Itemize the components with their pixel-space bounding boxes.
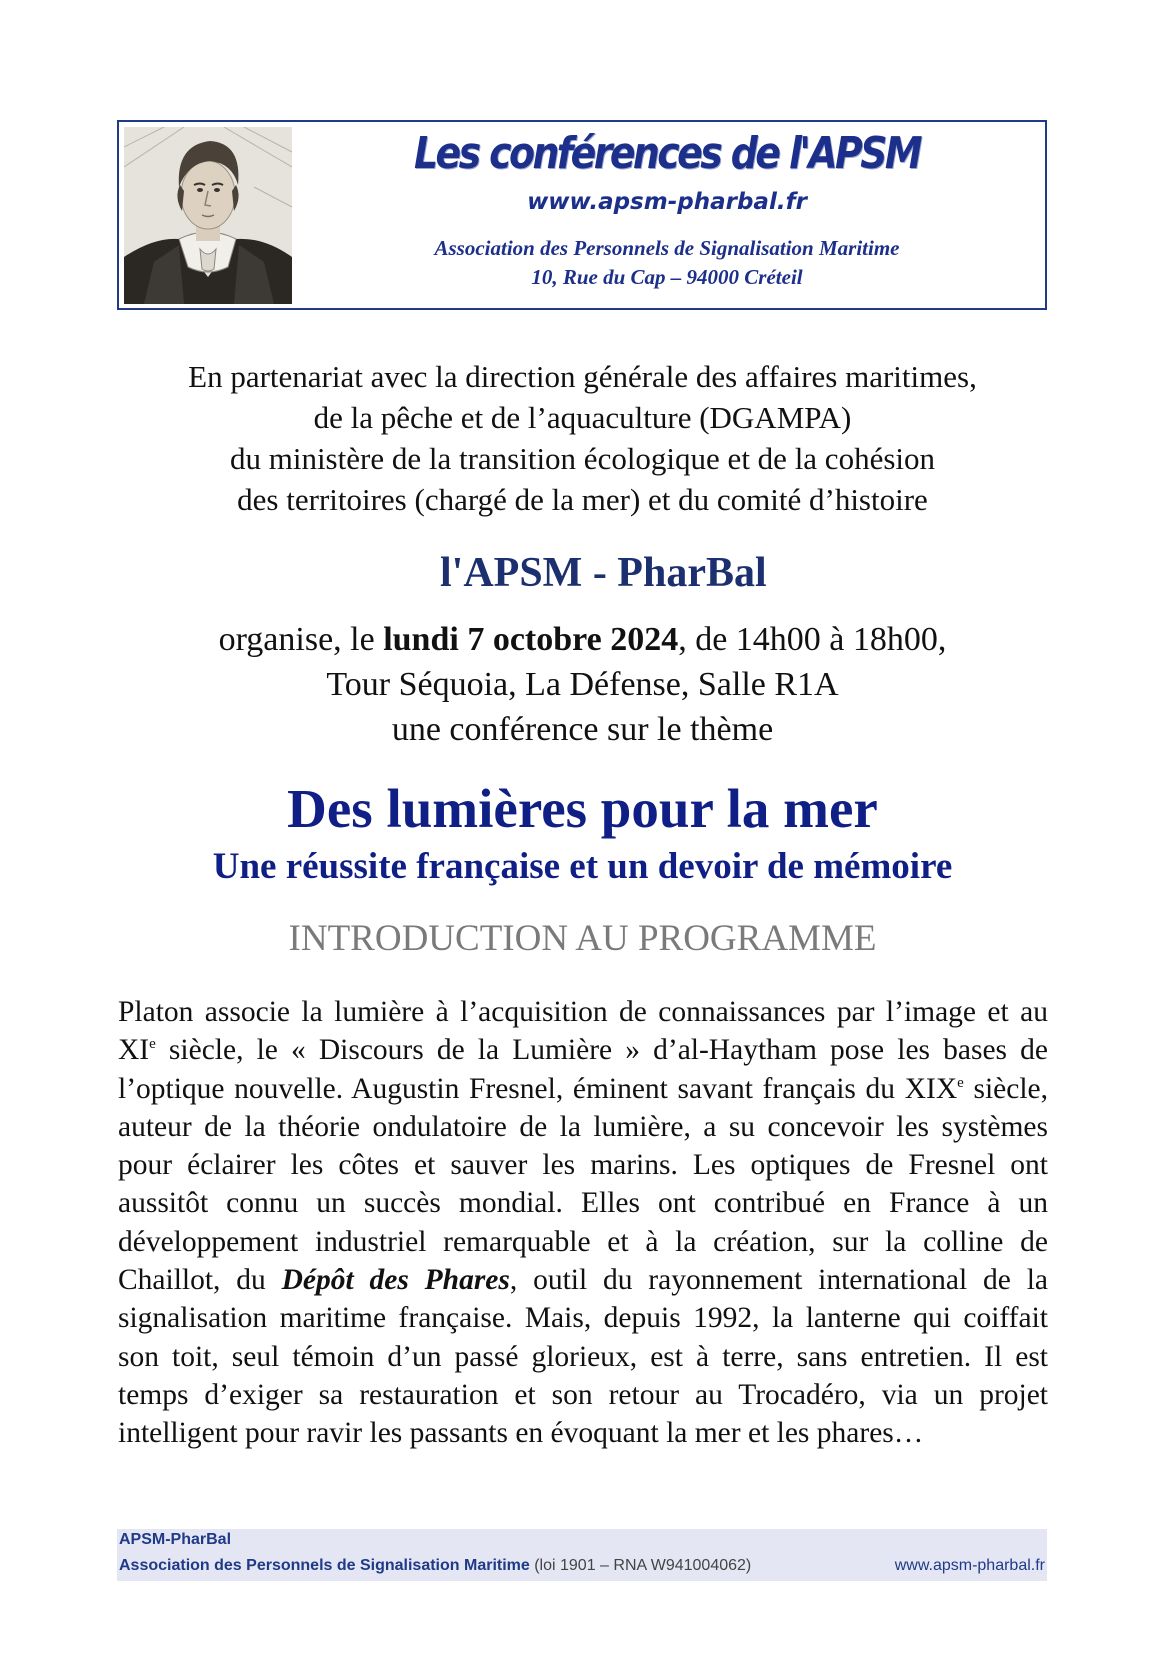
- footer-url[interactable]: www.apsm-pharbal.fr: [894, 1557, 1045, 1574]
- header-association: Association des Personnels de Signalisation Maritime: [434, 236, 900, 260]
- footer: [117, 1529, 1047, 1581]
- intro-text: Platon associe la lumière à l’acquisition de connaissances par l’image et au XI: [118, 996, 1048, 1067]
- conference-subtitle: Une réussite française et un devoir de mémoire: [212, 846, 953, 887]
- event-theme-intro: une conférence sur le thème: [391, 711, 774, 748]
- event-date: lundi 7 octobre 2024: [383, 621, 679, 658]
- partnership-line: de la pêche et de l’aquaculture (DGAMPA): [313, 400, 852, 435]
- header-address: 10, Rue du Cap – 94000 Créteil: [531, 265, 803, 289]
- footer-legal: (loi 1901 – RNA W941004062): [529, 1557, 752, 1574]
- portrait-image: [124, 127, 292, 304]
- header-association-block: [299, 234, 1035, 292]
- event-details: [100, 617, 1065, 752]
- intro-superscript: e: [957, 1074, 964, 1091]
- event-prefix: organise, le: [218, 621, 384, 658]
- header-text: [299, 122, 1035, 308]
- intro-text: siècle, auteur de la théorie ondulatoire de la lumière, a su concevoir les systèmes pour éclairer les côtes et sauver les marins. Les optiques de Fresnel ont aussitôt connu un succès mondial. Elles ont contribué en France à un développement industriel remarquable et à la création, sur la colline de Chaillot, du: [118, 1072, 1048, 1297]
- intro-text: siècle, le « Discours de la Lumière » d’al-Haytham pose les bases de l’optique nouvelle. Augustin Fresnel, éminent savant français du XIX: [118, 1034, 1048, 1105]
- section-title: INTRODUCTION AU PROGRAMME: [288, 918, 877, 959]
- event-location: Tour Séquoia, La Défense, Salle R1A: [326, 666, 839, 703]
- partnership-line: En partenariat avec la direction générale des affaires maritimes,: [188, 359, 977, 394]
- partnership-line: des territoires (chargé de la mer) et du comité d’histoire: [237, 482, 928, 517]
- partnership-line: du ministère de la transition écologique et de la cohésion: [229, 441, 936, 476]
- intro-paragraph: [118, 993, 1048, 1453]
- event-time: , de 14h00 à 18h00,: [678, 621, 947, 658]
- event-date-line: [100, 617, 1065, 662]
- conference-title: Des lumières pour la mer: [287, 778, 878, 839]
- footer-name: APSM-PharBal: [119, 1531, 232, 1548]
- header-title: Les conférences de l'APSM: [414, 128, 920, 179]
- intro-superscript: e: [149, 1036, 156, 1053]
- header-box: [117, 120, 1047, 310]
- header-url: www.apsm-pharbal.fr: [527, 189, 807, 215]
- footer-association: Association des Personnels de Signalisation Maritime: [119, 1557, 530, 1574]
- partnership-text: [100, 356, 1065, 520]
- organizer-name: l'APSM - PharBal: [440, 550, 767, 596]
- intro-emphasis: Dépôt des Phares: [281, 1264, 510, 1297]
- intro-text: , outil du rayonnement international de la signalisation maritime française. Mais, depuis 1992, la lanterne qui coiffait son toit, seul témoin d’un passé glorieux, est à terre, sans entretien. Il est temps d’exiger sa restauration et son retour au Trocadéro, via un projet intelligent pour ravir les passants en évoquant la mer et les phares…: [118, 1264, 1048, 1450]
- footer-association-line: [119, 1557, 751, 1575]
- portrait-engraving-icon: [124, 127, 292, 304]
